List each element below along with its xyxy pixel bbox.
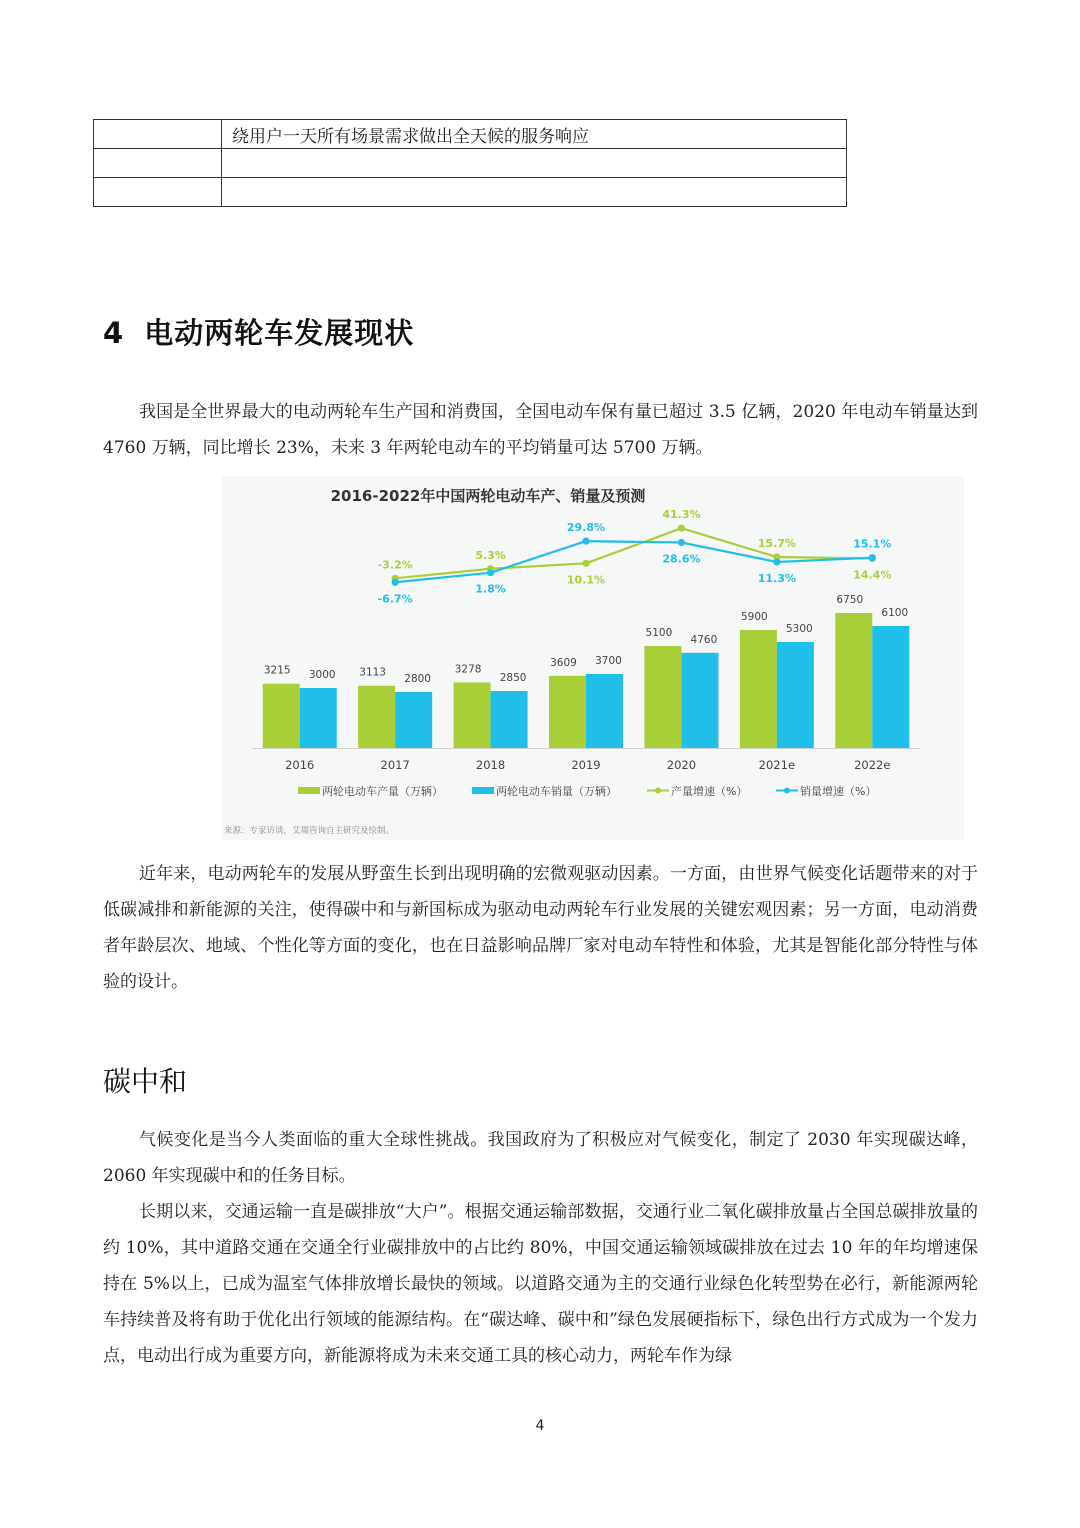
sales-growth-point	[773, 558, 780, 565]
chart-source: 来源：专家访谈，艾瑞咨询自主研究及绘制。	[224, 826, 395, 836]
bar-sales	[395, 692, 432, 748]
bar-label-production: 3278	[454, 663, 482, 676]
table-cell	[222, 178, 847, 207]
table-row	[94, 120, 847, 149]
x-tick-label: 2019	[571, 758, 601, 772]
production-growth-line	[395, 528, 872, 578]
bar-production	[549, 676, 586, 748]
legend-label: 两轮电动车产量（万辆）	[322, 785, 443, 798]
sales-growth-line	[395, 541, 872, 582]
section-title: 电动两轮车发展现状	[144, 316, 415, 350]
subsection-heading: 碳中和	[103, 1065, 188, 1098]
sales-growth-point	[678, 539, 685, 546]
bar-label-sales: 6100	[881, 607, 909, 619]
bar-label-production: 3215	[263, 664, 291, 677]
bar-label-sales: 5300	[785, 623, 813, 635]
bar-sales	[586, 674, 623, 748]
page-number: 4	[535, 1418, 545, 1434]
table-row	[94, 149, 847, 178]
bar-production	[644, 646, 681, 748]
legend-label: 销量增速（%）	[800, 785, 877, 798]
table-cell	[94, 178, 222, 207]
table-cell	[94, 120, 222, 149]
bar-label-production: 3113	[359, 666, 387, 679]
sales-growth-label: -6.7%	[377, 592, 413, 606]
production-growth-label: 10.1%	[566, 573, 606, 587]
sales-growth-point	[487, 569, 494, 576]
bar-production	[358, 686, 395, 748]
bar-production	[740, 630, 777, 748]
table-cell	[222, 149, 847, 178]
section-heading	[103, 311, 414, 352]
chart-svg	[222, 476, 964, 840]
paragraph-intro: 我国是全世界最大的电动两轮车生产国和消费国，全国电动车保有量已超过 3.5 亿辆，2020 年电动车销量达到 4760 万辆，同比增长 23%，未来 3 年两轮电动车的平均销量可达 5700 万辆。	[103, 402, 978, 458]
bar-sales	[681, 653, 718, 748]
x-tick-label: 2021e	[758, 758, 796, 772]
sales-growth-point	[392, 579, 399, 586]
x-tick-label: 2020	[666, 758, 697, 772]
bar-label-sales: 4760	[690, 633, 718, 646]
sales-growth-point	[869, 554, 876, 561]
production-growth-label: 5.3%	[475, 548, 506, 562]
production-growth-label: -3.2%	[377, 558, 413, 572]
sales-growth-label: 11.3%	[757, 571, 796, 585]
x-tick-label: 2016	[285, 758, 315, 772]
bar-label-production: 5900	[740, 611, 768, 623]
paragraph-drivers: 近年来，电动两轮车的发展从野蛮生长到出现明确的宏微观驱动因素。一方面，由世界气候变化话题带来的对于低碳减排和新能源的关注，使得碳中和与新国标成为驱动电动两轮车行业发展的关键宏观因素；另一方面，电动消费者年龄层次、地域、个性化等方面的变化，也在日益影响品牌厂家对电动车特性和体验，尤其是智能化部分特性与体验的设计。	[103, 864, 978, 992]
paragraph-transport: 长期以来，交通运输一直是碳排放“大户”。根据交通运输部数据，交通行业二氧化碳排放量占全国总碳排放量的约 10%，其中道路交通在交通全行业碳排放中的占比约 80%，中国交通运输领域碳排放在过去 10 年的年均增速保持在 5%以上，已成为温室气体排放增长最快的领域。以道路交通为主的交通行业绿色化转型势在必行，新能源两轮车持续普及将有助于优化出行领域的能源结构。在“碳达峰、碳中和”绿色发展硬指标下，绿色出行方式成为一个发力点，电动出行成为重要方向，新能源将成为未来交通工具的核心动力，两轮车作为绿	[103, 1202, 978, 1366]
production-growth-label: 14.4%	[853, 568, 892, 582]
info-table	[93, 119, 847, 207]
bar-label-production: 6750	[836, 594, 864, 606]
sales-growth-point	[582, 538, 589, 545]
legend-label: 两轮电动车销量（万辆）	[496, 785, 617, 798]
legend-swatch	[472, 787, 494, 794]
table-row	[94, 178, 847, 207]
production-growth-label: 15.7%	[757, 537, 796, 551]
x-tick-label: 2018	[475, 758, 506, 772]
bar-label-sales: 2800	[404, 673, 432, 685]
sales-chart	[222, 476, 964, 840]
bar-sales	[872, 626, 909, 748]
bar-label-production: 3609	[550, 656, 577, 669]
legend-swatch-marker	[784, 788, 790, 794]
table-cell: 绕用户一天所有场景需求做出全天候的服务响应	[222, 120, 847, 149]
bar-sales	[491, 691, 528, 748]
production-growth-point	[678, 525, 685, 532]
bar-production	[835, 613, 872, 748]
legend-swatch	[298, 787, 320, 794]
chart-title: 2016-2022年中国两轮电动车产、销量及预测	[330, 487, 646, 505]
sales-growth-label: 1.8%	[475, 582, 506, 596]
bar-sales	[300, 688, 337, 748]
legend-swatch-marker	[655, 788, 661, 794]
section-number: 4	[103, 316, 125, 350]
x-tick-label: 2022e	[854, 758, 891, 772]
bar-sales	[777, 642, 814, 748]
bar-label-sales: 3000	[308, 669, 336, 681]
bar-label-sales: 2850	[499, 672, 527, 684]
bar-production	[263, 684, 300, 748]
x-tick-label: 2017	[380, 758, 410, 772]
sales-growth-label: 15.1%	[853, 537, 892, 551]
bar-label-production: 5100	[645, 627, 673, 639]
bar-label-sales: 3700	[595, 655, 622, 667]
sales-growth-label: 29.8%	[566, 521, 606, 535]
production-growth-label: 41.3%	[662, 508, 701, 522]
table-cell	[94, 149, 222, 178]
sales-growth-label: 28.6%	[662, 552, 701, 566]
legend-label: 产量增速（%）	[671, 785, 748, 798]
production-growth-point	[582, 560, 589, 567]
bar-production	[454, 682, 491, 748]
paragraph-climate: 气候变化是当今人类面临的重大全球性挑战。我国政府为了积极应对气候变化，制定了 2030 年实现碳达峰，2060 年实现碳中和的任务目标。	[103, 1130, 978, 1186]
